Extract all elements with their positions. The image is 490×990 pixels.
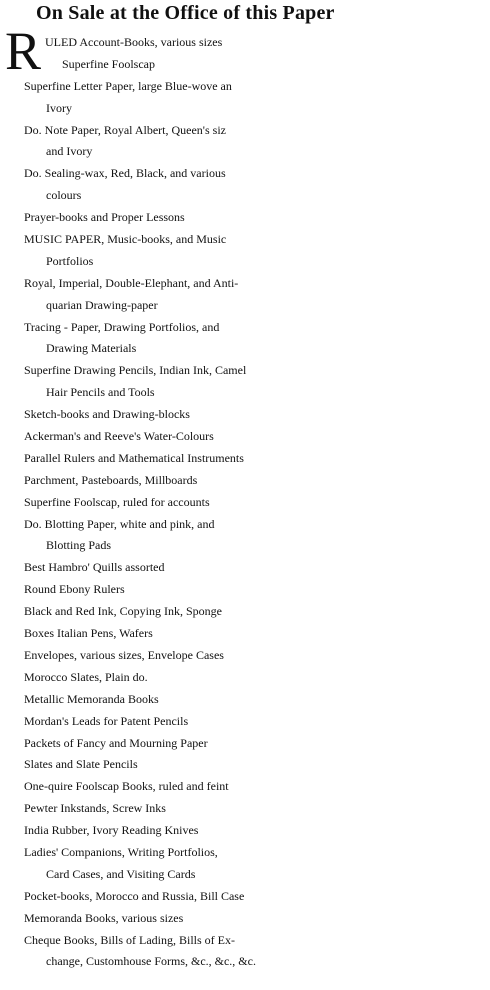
list-line: Royal, Imperial, Double-Elephant, and Anti- [24,275,239,290]
list-line: and Ivory [46,144,93,159]
list-line: Superfine Letter Paper, large Blue-wove an [24,78,232,93]
list-line: Ackerman's and Reeve's Water-Colours [24,429,214,444]
list-line: Superfine Drawing Pencils, Indian Ink, Camel [24,363,247,378]
list-line: India Rubber, Ivory Reading Knives [24,823,199,838]
list-line: Ivory [46,100,72,115]
drop-cap-letter: R [5,21,42,81]
list-line: Do. Note Paper, Royal Albert, Queen's siz [24,122,226,137]
list-line: Morocco Slates, Plain do. [24,669,148,684]
item-list [0,32,490,973]
list-line: Pewter Inkstands, Screw Inks [24,801,166,816]
list-line: Cheque Books, Bills of Lading, Bills of Ex- [24,932,235,947]
list-line: change, Customhouse Forms, &c., &c., &c. [46,954,256,969]
list-line: Boxes Italian Pens, Wafers [24,626,153,641]
list-line: Drawing Materials [46,341,137,356]
list-line: Do. Blotting Paper, white and pink, and [24,516,215,531]
list-line: Blotting Pads [46,538,112,553]
list-line: Sketch-books and Drawing-blocks [24,407,190,422]
list-line: Round Ebony Rulers [24,582,125,597]
list-line: Black and Red Ink, Copying Ink, Sponge [24,604,222,619]
list-line: Packets of Fancy and Mourning Paper [24,735,208,750]
list-line: Metallic Memoranda Books [24,691,159,706]
list-line: Parchment, Pasteboards, Millboards [24,472,198,487]
list-line: Hair Pencils and Tools [46,385,155,400]
list-line: Portfolios [46,253,94,268]
list-line: Ladies' Companions, Writing Portfolios, [24,844,218,859]
list-line: Superfine Foolscap, ruled for accounts [24,494,210,509]
list-line: ULED Account-Books, various sizes [45,35,223,49]
list-line: Envelopes, various sizes, Envelope Cases [24,647,224,662]
list-line: Prayer-books and Proper Lessons [24,210,185,225]
list-line: Best Hambro' Quills assorted [24,560,165,575]
list-line: Card Cases, and Visiting Cards [46,866,196,881]
list-line: MUSIC PAPER, Music-books, and Music [24,232,227,247]
list-line: Parallel Rulers and Mathematical Instruments [24,450,244,465]
list-line: Mordan's Leads for Patent Pencils [24,713,189,728]
list-line: Superfine Foolscap [62,56,155,71]
list-line: Pocket-books, Morocco and Russia, Bill Case [24,888,245,903]
list-line: Memoranda Books, various sizes [24,910,184,925]
list-line: Tracing - Paper, Drawing Portfolios, and [24,319,220,334]
list-line: Do. Sealing-wax, Red, Black, and various [24,166,226,181]
list-line: quarian Drawing-paper [46,297,158,312]
list-line: One-quire Foolscap Books, ruled and feint [24,779,229,794]
list-line: colours [46,188,82,203]
list-line: Slates and Slate Pencils [24,757,138,772]
page-title: On Sale at the Office of this Paper [36,2,335,24]
